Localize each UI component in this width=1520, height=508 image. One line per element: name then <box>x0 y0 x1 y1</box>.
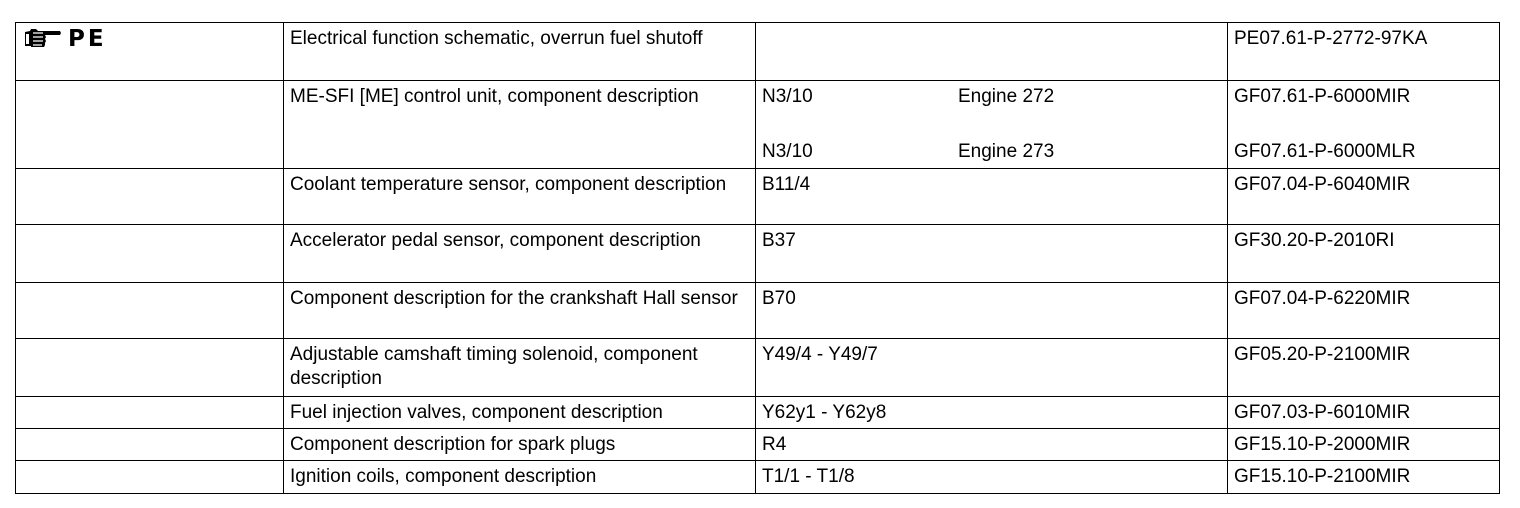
engine-label: Engine 272 <box>958 86 1055 107</box>
marker-cell <box>16 169 284 225</box>
component-description: Component description for the crankshaft Hall sensor <box>290 288 738 309</box>
component-description: ME-SFI [ME] control unit, component description <box>290 86 699 107</box>
component-code: B70 <box>762 288 796 309</box>
table-row <box>16 339 1500 397</box>
description-cell <box>284 225 756 283</box>
engine-label: Engine 273 <box>958 141 1055 162</box>
component-code: T1/1 - T1/8 <box>762 466 855 487</box>
code-cell <box>756 23 1228 81</box>
ref-cell <box>1228 429 1500 461</box>
description-cell <box>284 429 756 461</box>
marker-cell <box>16 81 284 169</box>
table-row <box>16 397 1500 429</box>
code-entry <box>762 85 1221 109</box>
code-cell <box>756 397 1228 429</box>
document-reference: GF07.61-P-6000MLR <box>1234 141 1416 162</box>
description-cell <box>284 169 756 225</box>
component-description: Electrical function schematic, overrun fuel shutoff <box>290 28 703 49</box>
table-row <box>16 225 1500 283</box>
ref-cell <box>1228 283 1500 339</box>
description-cell <box>284 23 756 81</box>
component-code: N3/10 <box>762 141 813 162</box>
code-cell <box>756 169 1228 225</box>
description-cell <box>284 283 756 339</box>
description-cell <box>284 461 756 494</box>
code-cell <box>756 81 1228 169</box>
component-code: Y49/4 - Y49/7 <box>762 344 878 365</box>
description-cell <box>284 81 756 169</box>
component-description: Coolant temperature sensor, component description <box>290 174 727 195</box>
document-reference: PE07.61-P-2772-97KA <box>1234 28 1428 49</box>
pointing-hand-icon <box>24 28 62 50</box>
code-cell <box>756 429 1228 461</box>
ref-cell <box>1228 461 1500 494</box>
component-code: Y62y1 - Y62y8 <box>762 402 887 423</box>
ref-cell <box>1228 339 1500 397</box>
code-cell <box>756 461 1228 494</box>
code-entry <box>762 140 1221 164</box>
marker-cell <box>16 23 284 81</box>
document-reference: GF15.10-P-2100MIR <box>1234 466 1411 487</box>
table-row <box>16 169 1500 225</box>
document-reference: GF07.04-P-6220MIR <box>1234 288 1411 309</box>
ref-cell <box>1228 169 1500 225</box>
table-row <box>16 23 1500 81</box>
table-row <box>16 461 1500 494</box>
pe-label: PE <box>68 26 107 52</box>
pe-marker <box>22 27 277 51</box>
ref-cell <box>1228 397 1500 429</box>
document-reference: GF30.20-P-2010RI <box>1234 230 1395 251</box>
marker-cell <box>16 397 284 429</box>
code-cell <box>756 339 1228 397</box>
table-row <box>16 81 1500 169</box>
ref-cell <box>1228 225 1500 283</box>
code-cell <box>756 225 1228 283</box>
marker-cell <box>16 339 284 397</box>
marker-cell <box>16 429 284 461</box>
component-description: Component description for spark plugs <box>290 434 616 455</box>
marker-cell <box>16 461 284 494</box>
reference-table <box>15 22 1500 494</box>
document-reference: GF07.03-P-6010MIR <box>1234 402 1411 423</box>
ref-cell <box>1228 23 1500 81</box>
table-row <box>16 283 1500 339</box>
component-code: R4 <box>762 434 787 455</box>
component-code: B11/4 <box>762 174 811 195</box>
marker-cell <box>16 283 284 339</box>
component-description: Adjustable camshaft timing solenoid, component description <box>290 344 698 389</box>
component-code: N3/10 <box>762 86 813 107</box>
document-reference: GF07.61-P-6000MIR <box>1234 86 1411 107</box>
table-row <box>16 429 1500 461</box>
component-description: Accelerator pedal sensor, component description <box>290 230 701 251</box>
description-cell <box>284 397 756 429</box>
document-reference: GF05.20-P-2100MIR <box>1234 344 1411 365</box>
code-cell <box>756 283 1228 339</box>
component-code: B37 <box>762 230 796 251</box>
document-reference: GF15.10-P-2000MIR <box>1234 434 1411 455</box>
document-reference: GF07.04-P-6040MIR <box>1234 174 1411 195</box>
ref-cell <box>1228 81 1500 169</box>
component-description: Fuel injection valves, component description <box>290 402 663 423</box>
component-description: Ignition coils, component description <box>290 466 597 487</box>
marker-cell <box>16 225 284 283</box>
description-cell <box>284 339 756 397</box>
